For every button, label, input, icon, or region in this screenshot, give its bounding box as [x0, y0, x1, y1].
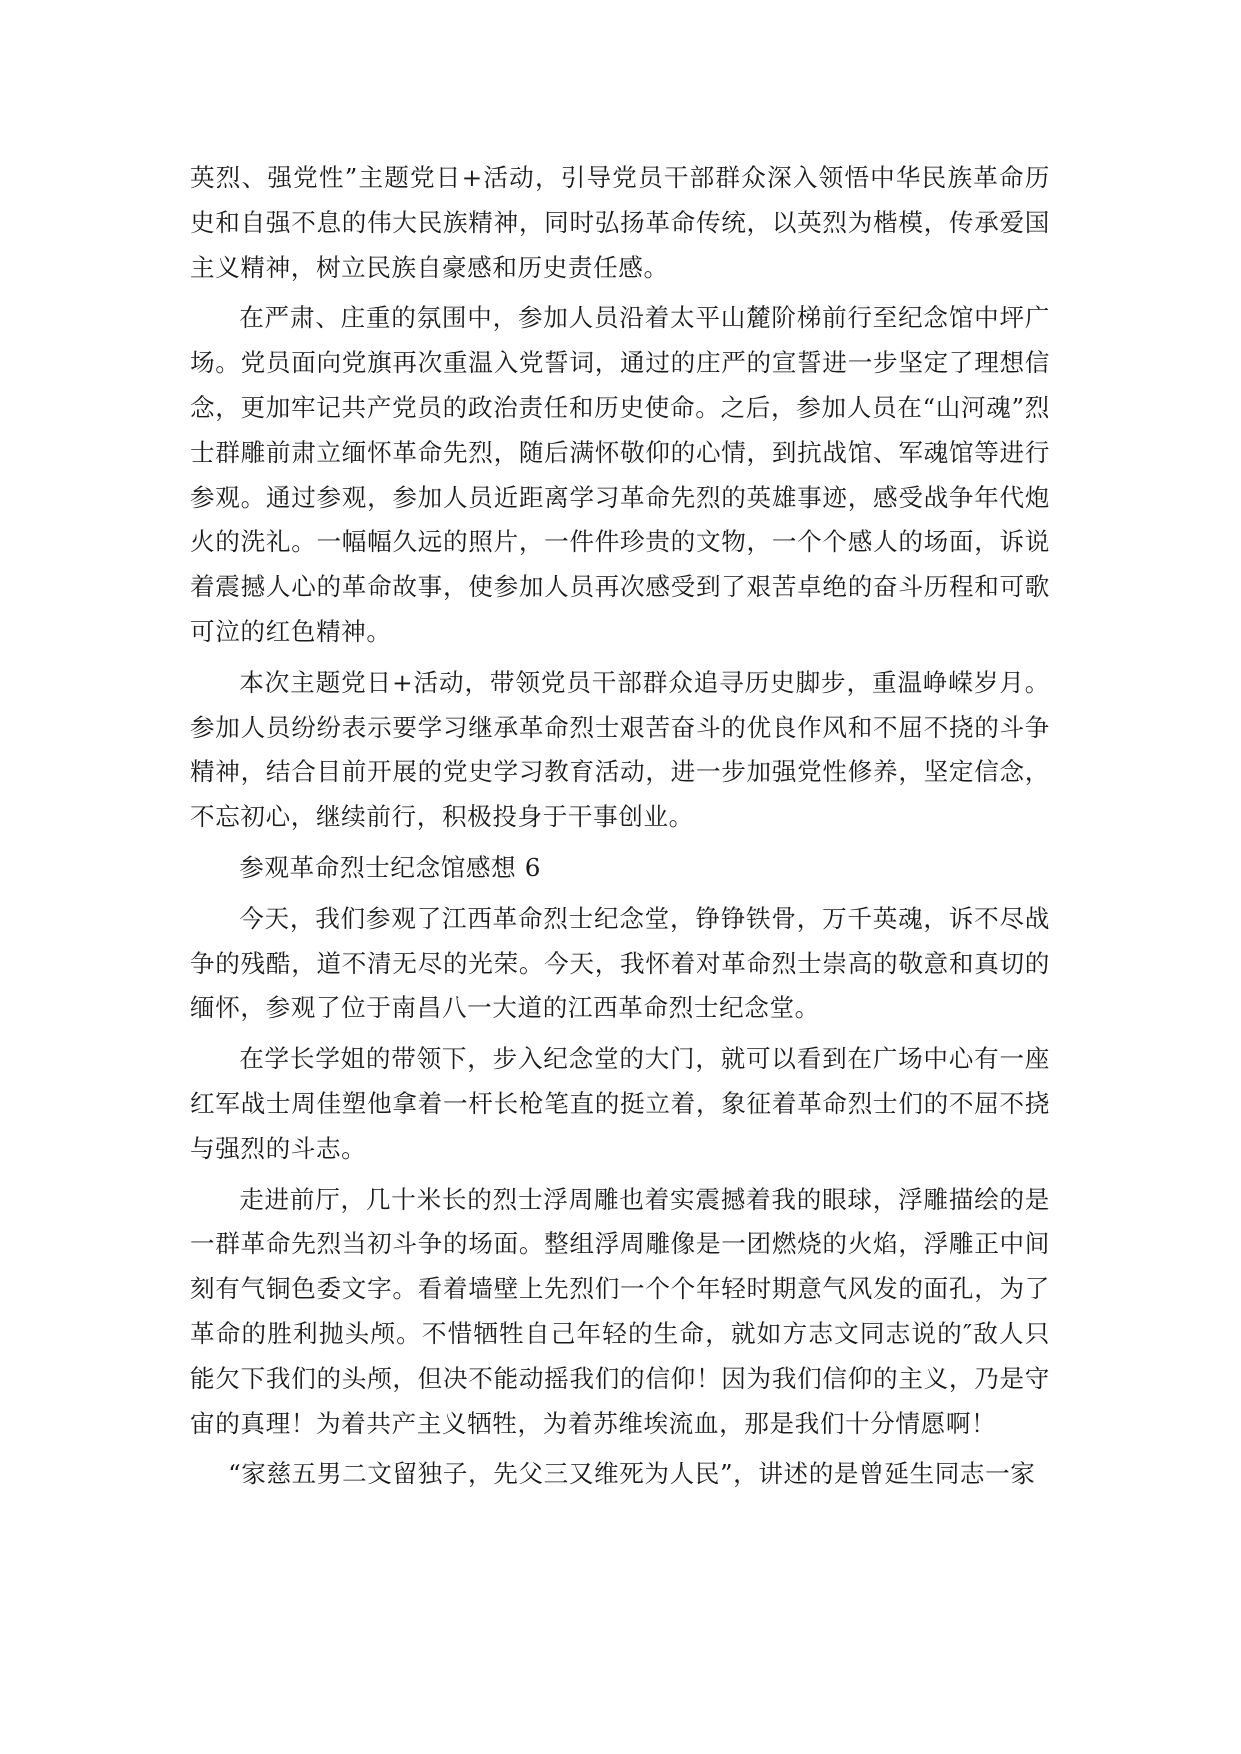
paragraph-ceremony: 在严肃、庄重的氛围中，参加人员沿着太平山麓阶梯前行至纪念馆中坪广场。党员面向党旗再次重温入党誓词，通过的庄严的宣誓进一步坚定了理想信念，更加牢记共产党员的政治责任和历史使命。之后，参加人员在“山河魂”烈士群雕前肃立缅怀革命先烈，随后满怀敬仰的心情，到抗战馆、军魂馆等进行参观。通过参观，参加人员近距离学习革命先烈的英雄事迹，感受战争年代炮火的洗礼。一幅幅久远的照片，一件件珍贵的文物，一个个感人的场面，诉说着震撼人心的革命故事，使参加人员再次感受到了艰苦卓绝的奋斗历程和可歌可泣的红色精神。 [190, 303, 1050, 646]
paragraph-visit-intro: 今天，我们参观了江西革命烈士纪念堂，铮铮铁骨，万千英魂，诉不尽战争的残酷，道不清无尽的光荣。今天，我怀着对革命烈士崇高的敬意和真切的缅怀，参观了位于南昌八一大道的江西革命烈士纪念堂。 [190, 903, 1050, 1023]
paragraph-family-quote: “家慈五男二文留独子，先父三又维死为人民”，讲述的是曾延生同志一家 [228, 1459, 1036, 1489]
paragraph-activity-summary: 本次主题党日+活动，带领党员干部群众追寻历史脚步，重温峥嵘岁月。参加人员纷纷表示要学习继承革命烈士艰苦奋斗的优良作风和不屈不挠的斗争精神，结合目前开展的党史学习教育活动，进一步加强党性修养，坚定信念，不忘初心，继续前行，积极投身于干事创业。 [190, 667, 1050, 832]
paragraph-relief: 走进前厅，几十米长的烈士浮周雕也着实震撼着我的眼球，浮雕描绘的是一群革命先烈当初斗争的场面。整组浮周雕像是一团燃烧的火焰，浮雕正中间刻有气铜色委文字。看着墙壁上先烈们一个个年轻时期意气风发的面孔，为了革命的胜利抛头颅。不惜牺牲自己年轻的生命，就如方志文同志说的″敌人只能欠下我们的头颅，但决不能动摇我们的信仰！因为我们信仰的主义，乃是守宙的真理！为着共产主义牺牲，为着苏维埃流血，那是我们十分情愿啊！ [190, 1184, 1050, 1438]
section-heading: 参观革命烈士纪念馆感想 6 [239, 852, 541, 882]
document-body [190, 156, 1050, 1503]
paragraph-statue: 在学长学姐的带领下，步入纪念堂的大门，就可以看到在广场中心有一座红军战士周佳塑他拿着一杆长枪笔直的挺立着，象征着革命烈士们的不屈不挠与强烈的斗志。 [190, 1044, 1050, 1163]
paragraph-continuation: 英烈、强党性”主题党日+活动，引导党员干部群众深入领悟中华民族革命历史和自强不息的伟大民族精神，同时弘扬革命传统，以英烈为楷模，传承爱国主义精神，树立民族自豪感和历史责任感。 [190, 163, 1050, 282]
